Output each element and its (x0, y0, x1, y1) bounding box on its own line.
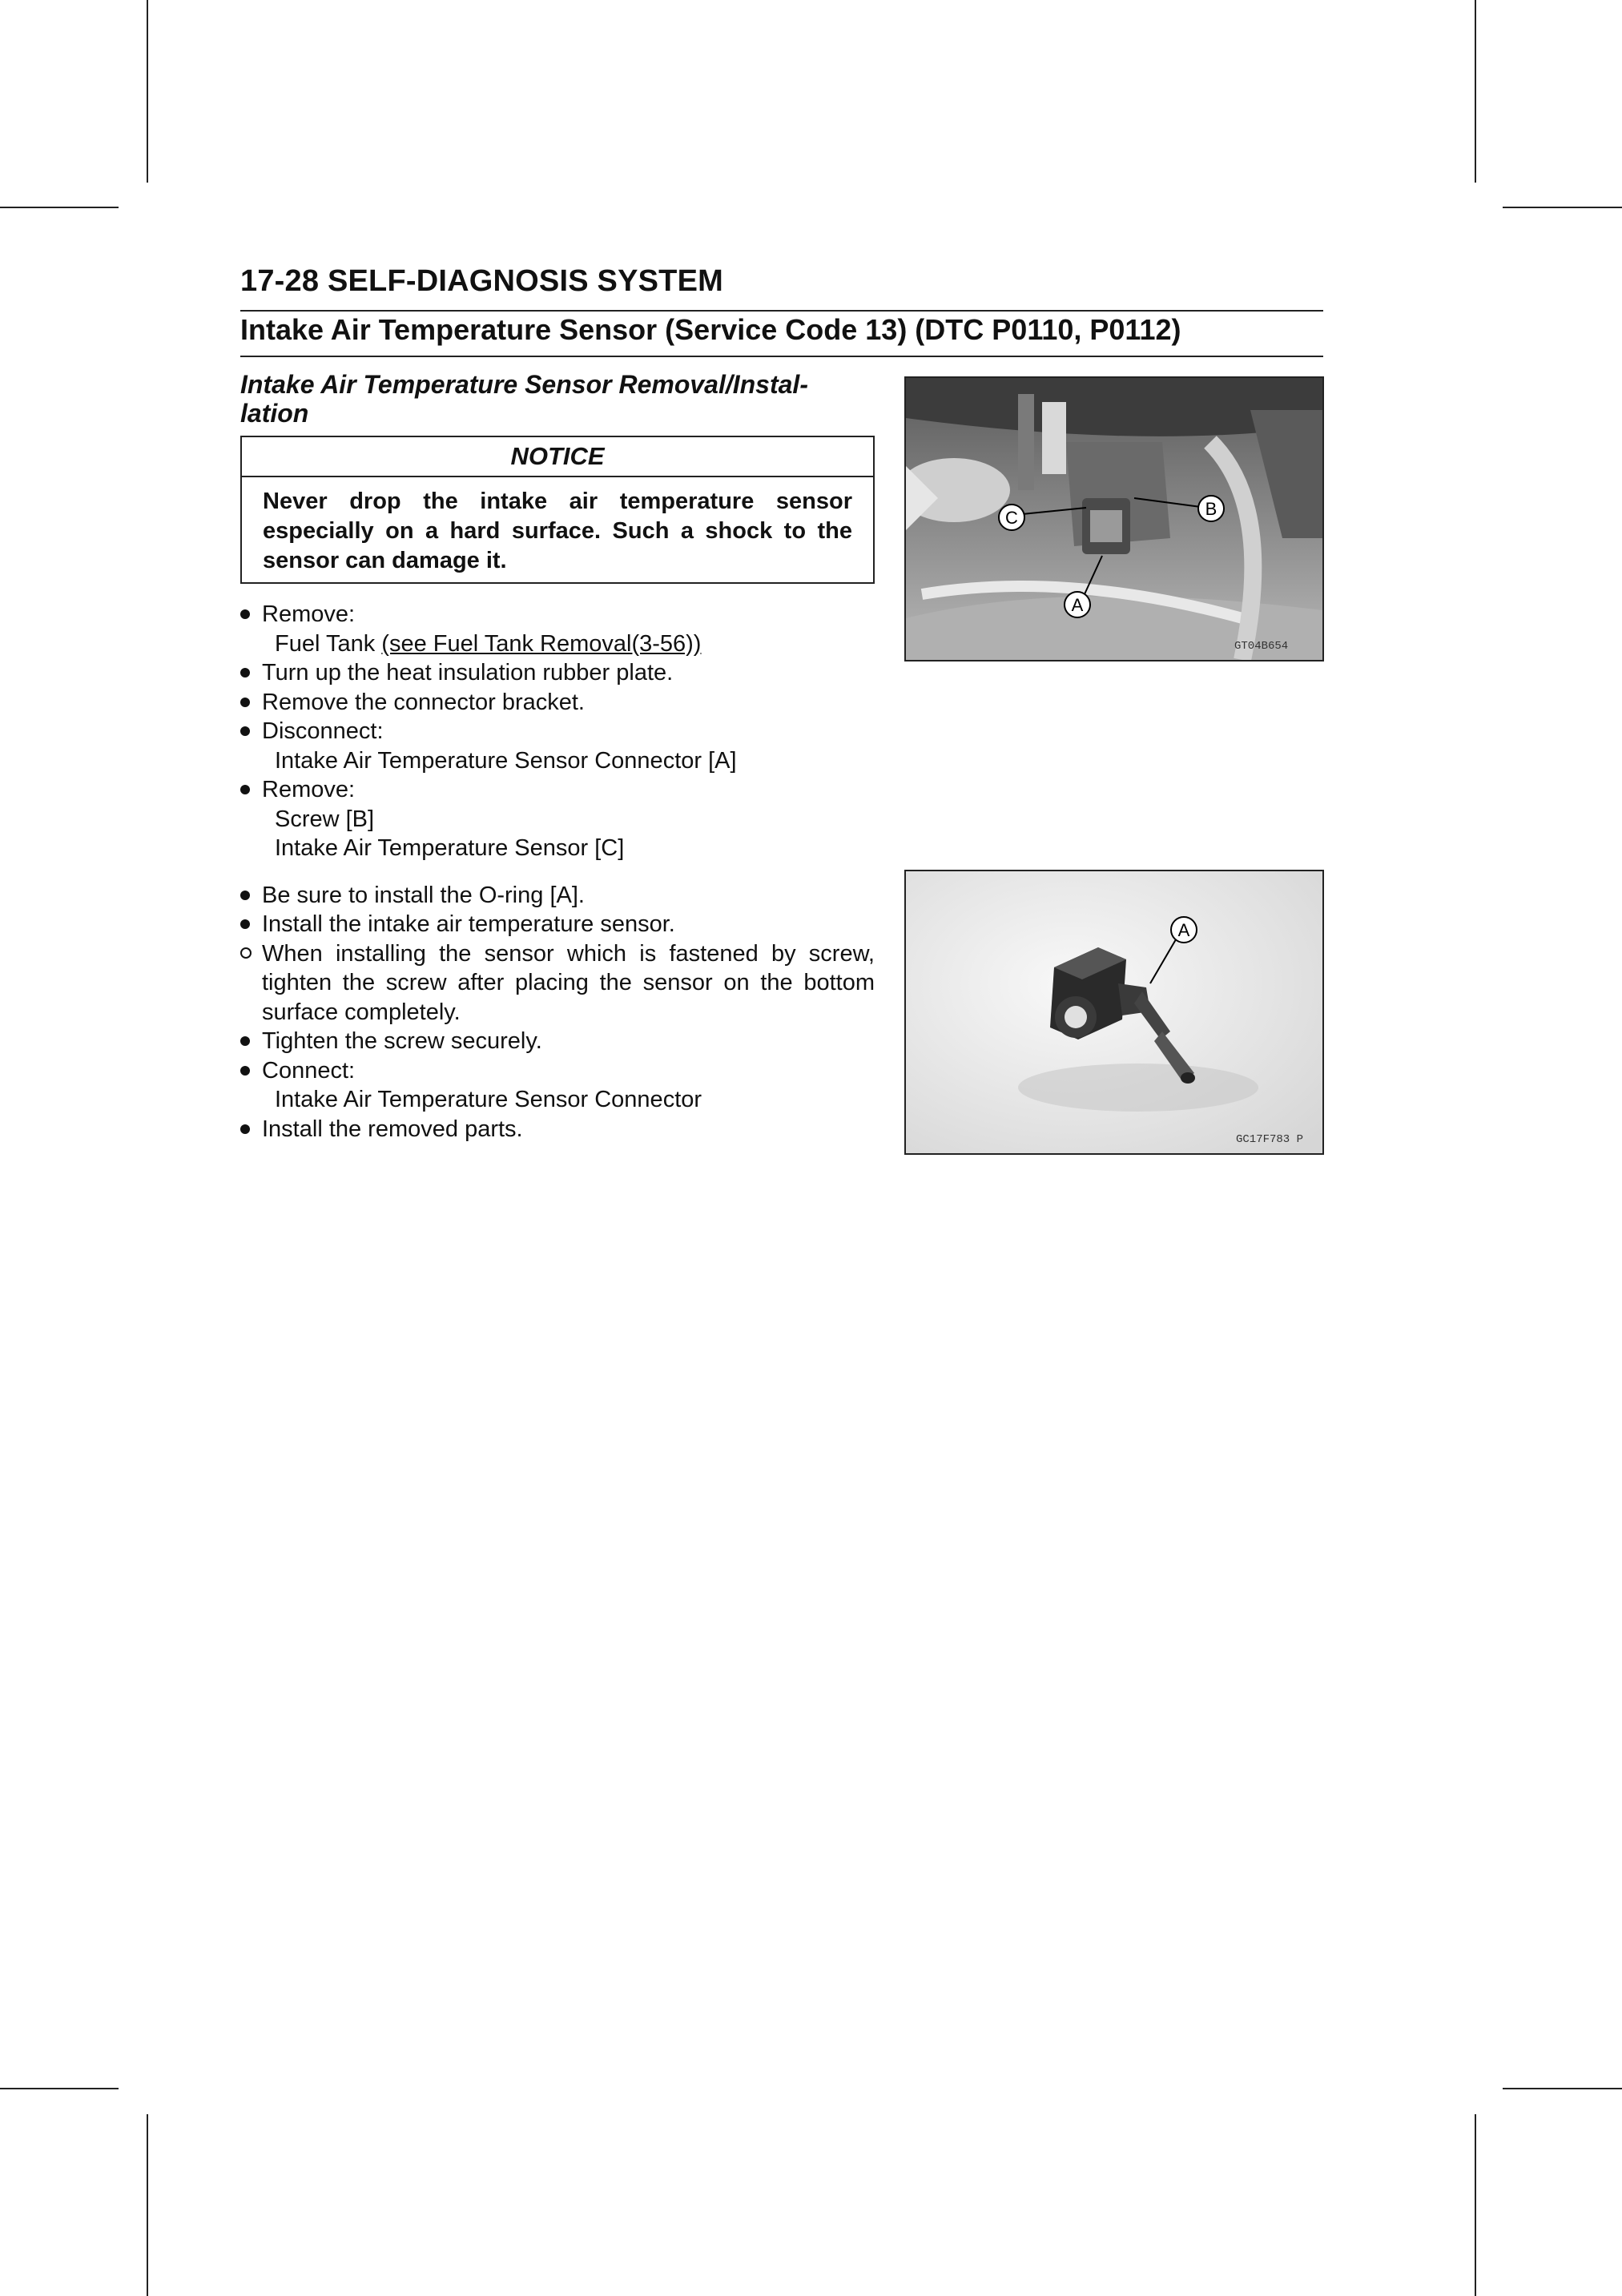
crop-mark (1503, 207, 1622, 208)
step-text: Install the intake air temperature sensor. (262, 911, 675, 937)
header-rule (240, 310, 1323, 312)
bullet-icon (240, 910, 262, 939)
circle-bullet-icon (240, 939, 262, 969)
step-item (240, 1115, 875, 1144)
bullet-icon (240, 1027, 262, 1056)
figure-sensor-location (904, 376, 1324, 661)
subsection-title (240, 370, 875, 428)
crop-mark (1475, 0, 1476, 183)
crop-mark (1503, 2088, 1622, 2089)
bullet-icon (240, 688, 262, 718)
step-subitem: Intake Air Temperature Sensor Connector (275, 1087, 702, 1112)
step-item (240, 881, 875, 911)
removal-steps (240, 600, 875, 863)
step-text: Disconnect: (262, 718, 384, 744)
notice-heading: NOTICE (242, 437, 873, 477)
bullet-icon (240, 1056, 262, 1086)
step-subitem: Screw [B] (275, 806, 375, 832)
step-item (240, 1056, 875, 1086)
figure-sensor-oring-art (906, 871, 1322, 1153)
step-text: Install the removed parts. (262, 1116, 523, 1142)
figure-code: GT04B654 (1234, 640, 1289, 653)
crop-mark (147, 2114, 148, 2296)
figure-sensor-location-art (906, 378, 1322, 660)
crop-mark (0, 207, 119, 208)
step-text: Connect: (262, 1057, 356, 1084)
section-title: Intake Air Temperature Sensor (Service Code 13) (DTC P0110, P0112) (240, 313, 1181, 346)
step-text: Remove the connector bracket. (262, 689, 585, 715)
figure-sensor-oring (904, 870, 1324, 1155)
crop-mark (0, 2088, 119, 2089)
step-item (240, 775, 875, 805)
step-item (240, 658, 875, 688)
callout-b: B (1205, 499, 1218, 519)
callout-a: A (1071, 595, 1084, 615)
step-item (240, 600, 875, 629)
notice-body: Never drop the intake air temperature sensor especially on a hard surface. Such a shock to the sensor can damage it. (263, 489, 852, 573)
section-rule (240, 356, 1323, 357)
fuel-tank-removal-link[interactable]: (see Fuel Tank Removal(3-56)) (381, 630, 702, 657)
step-subitem: Intake Air Temperature Sensor Connector [A] (275, 747, 737, 774)
callout-a: A (1177, 920, 1190, 940)
bullet-icon (240, 881, 262, 911)
page-header (240, 264, 1323, 299)
figure-code: GC17F783 P (1236, 1133, 1304, 1146)
step-text: Tighten the screw securely. (262, 1028, 542, 1054)
callout-c: C (1005, 508, 1018, 528)
step-item (240, 717, 875, 746)
subsection-title-line: lation (240, 399, 309, 428)
step-subitem: Intake Air Temperature Sensor [C] (275, 835, 625, 861)
install-steps (240, 881, 875, 1144)
content-column (240, 370, 875, 1144)
page-title: 17-28 SELF-DIAGNOSIS SYSTEM (240, 264, 723, 298)
bullet-icon (240, 600, 262, 629)
step-item (240, 910, 875, 939)
crop-mark (147, 0, 148, 183)
step-text: Turn up the heat insulation rubber plate. (262, 660, 674, 686)
step-item (240, 1027, 875, 1056)
step-subitem (240, 629, 875, 659)
step-text: Remove: (262, 601, 356, 627)
bullet-icon (240, 658, 262, 688)
step-text: Remove: (262, 777, 356, 802)
step-note (240, 939, 875, 1027)
notice-box (240, 436, 875, 584)
step-text: When installing the sensor which is fastened by screw, tighten the screw after placing the sensor on the bottom surface completely. (262, 940, 875, 1025)
bullet-icon (240, 775, 262, 805)
step-text: Fuel Tank (275, 630, 376, 657)
bullet-icon (240, 1115, 262, 1144)
step-item (240, 688, 875, 718)
bullet-icon (240, 717, 262, 746)
subsection-title-line: Intake Air Temperature Sensor Removal/Instal- (240, 370, 808, 399)
crop-mark (1475, 2114, 1476, 2296)
step-text: Be sure to install the O-ring [A]. (262, 882, 585, 908)
